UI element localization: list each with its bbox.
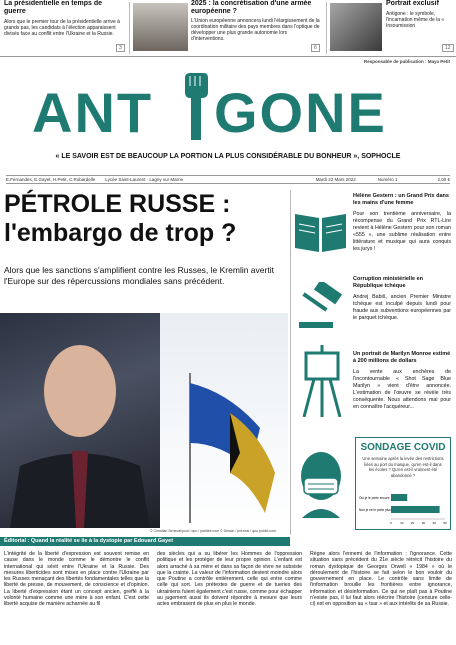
top-story-1-text: Alors que le premier tour de la présidentielle arrive à grands pas, les candidats à l'élection apparaissent divisés face au conflit entre l'Ukraine et la Russie. bbox=[4, 19, 120, 37]
masthead-left: ANT bbox=[32, 81, 154, 144]
side-article-2-title: Corruption ministérielle en République tchèque bbox=[353, 276, 423, 289]
side-article-1-title: Hélène Gestern : un Grand Prix dans les mains d'une femme bbox=[353, 193, 449, 206]
top-story-3[interactable] bbox=[386, 0, 454, 58]
survey-category-label: Non je ne le porte plus bbox=[359, 508, 391, 512]
school: Lycée Saint-Laurent · Lagny sur Marne bbox=[105, 177, 184, 182]
page-number: 6 bbox=[311, 44, 320, 52]
issue-date: Mardi 22 Mars 2022 bbox=[315, 177, 356, 182]
top-story-3-title: Portrait exclusif bbox=[386, 0, 439, 7]
parliament-photo bbox=[133, 3, 188, 51]
issue-number: Numéro 1 bbox=[377, 177, 398, 182]
side-article-2[interactable] bbox=[353, 276, 451, 322]
page-number: 12 bbox=[442, 44, 454, 52]
main-photo bbox=[0, 313, 288, 528]
masthead-title bbox=[32, 80, 432, 144]
mask-face-icon bbox=[294, 448, 349, 518]
info-bar bbox=[6, 175, 450, 184]
raised-fist-icon bbox=[182, 72, 210, 140]
survey-bar bbox=[391, 506, 440, 513]
photo-credit: © Christian Senecal/pool / quo / publiée.com © Dessin / préziosi / quo publié.com bbox=[150, 529, 276, 533]
main-lead: Alors que les sanctions s'amplifient contre les Russes, le Kremlin avertit l'Europe sur des répercussions mondiales sans précédent. bbox=[4, 265, 274, 286]
survey-tick-label: 50 bbox=[443, 521, 447, 525]
editorial-banner[interactable] bbox=[0, 537, 290, 546]
main-headline[interactable] bbox=[4, 190, 284, 248]
masthead-right: GONE bbox=[214, 81, 387, 144]
side-article-3-title: Un portrait de Marilyn Monroe estimé à 200 millions de dollars bbox=[353, 351, 451, 364]
side-article-1[interactable] bbox=[353, 193, 451, 253]
editorial-col-2: des siècles qui a su libérer les Hommes de l'oppression politique et les protéger de leur propre opinion. L'enfant est alors arraché à sa mère et dans sa façon de vivre ne subsiste que la crainte. La valeur de l'information devient moindre alors que Poutine a contrôle entièrement, celle qui entre comme celle qui sort. Les prétextes de guerre et de tueries des ukrainiens fuient également c'est russe, comme pour échapper au jugement aussi ils doivent répondre à mesure que leurs actes embrasent de plus en plus le monde. bbox=[157, 551, 302, 608]
masthead bbox=[0, 62, 456, 152]
side-article-3-text: La vente aux enchères de l'incontournable « Shot Sage Blue Marilyn » vient d'être annoncée. L'estimation de l'œuvre se révèle très conséquente. Nous attendons mai pour en connaître l'acquéreur... bbox=[353, 369, 451, 410]
covid-survey bbox=[355, 437, 451, 530]
survey-tick-label: 10 bbox=[400, 521, 404, 525]
top-story-1[interactable] bbox=[4, 0, 124, 58]
survey-category-label: Oui je le porte encore bbox=[359, 496, 390, 500]
publication-manager: Responsable de publication : Maya Petit bbox=[363, 59, 450, 64]
survey-tick-label: 0 bbox=[390, 521, 392, 525]
antigone-statue-photo bbox=[330, 3, 382, 51]
top-story-1-title: La présidentielle en temps de guerre bbox=[4, 0, 103, 15]
survey-tick-label: 40 bbox=[432, 521, 436, 525]
motto: « LE SAVOIR EST DE BEAUCOUP LA PORTION LA PLUS CONSIDÉRABLE DU BONHEUR », SOPHOCLE bbox=[55, 153, 401, 160]
side-article-2-text: Andrej Babiš, ancien Premier Ministre tchèque est inculpé depuis lundi pour fraude aux subventions européennes par le parquet tchèque. bbox=[353, 294, 451, 321]
top-story-2-text: L'Union européenne annoncera lundi l'élargissement de la coordination militaire des pays membres dans l'optique de développer une plus grande autonomie lors d'interventions. bbox=[191, 18, 320, 42]
book-icon bbox=[293, 208, 348, 253]
survey-title: SONDAGE COVID bbox=[360, 442, 446, 453]
survey-tick-label: 30 bbox=[421, 521, 426, 525]
portrait-silhouette bbox=[10, 331, 150, 528]
headline-line-1: PÉTROLE RUSSE : bbox=[4, 190, 231, 218]
editorial-label: Éditorial : Quand la réalité se lie à la dystopie par Edouard Gayet bbox=[4, 538, 174, 544]
survey-bar bbox=[391, 494, 407, 501]
gavel-icon bbox=[293, 282, 348, 330]
eu-flags bbox=[170, 373, 280, 523]
page-number: 3 bbox=[116, 44, 125, 52]
top-story-3-text: Antigone : le symbole, l'incarnation même de la « Insoumission bbox=[386, 11, 445, 29]
survey-question: Une semaine après la levée des restrictions liées au port du masque, qu'en est-il dans les écoles ? Qu'en est-il vraiment été abandonné ? bbox=[362, 456, 444, 478]
side-article-1-text: Pour son trentième anniversaire, la récompense du Grand Prix RTL-Lire revient à Hélène Gestern pour son roman «555 », une sublime réalisation entre littérature et musique qui aura conquis les jurys ! bbox=[353, 211, 451, 252]
editorial-col-1: L'intégrité de la liberté d'expression est souvent remise en cause dans le monde comme le démontre le conflit international qui sévit entre l'Ukraine et la Russie. Des mesures liberticides sont mises en place contre l'Ukraine par les Russes menaçant des libertés fondamentales telles que la liberté de presse, de mouvement, de conscience et d'opinion. La liberté d'expression étant un concept ancien, greffé à la volonté humaine comme une mère à son enfant. C'est cette liberté acquise de manière acharnée au fil bbox=[4, 551, 149, 608]
price: 2,00 € bbox=[437, 177, 450, 182]
easel-icon bbox=[300, 345, 345, 417]
side-article-3[interactable] bbox=[353, 351, 451, 411]
survey-chart bbox=[357, 491, 449, 529]
editorial-col-3: Règne alors l'ennemi de l'information : l'ignorance. Cette situation sans précédent du 21e siècle rétrécit l'histoire du roman dystopique de Georges Orwell « 1984 » où le déroulement de l'histoire se fait selon le bon vouloir du gouvernement en place. Le contrôle sans limite de l'information brouille les frontières entre ignorance, information et désinformation. Ce qui ne plaît pas à Poutine n'existe pas, il lui faut alors réécrire l'histoire (censure celle-ci) est en opposition au « tsar » et aux intérêts de sa Russie. bbox=[310, 551, 452, 608]
top-story-2-title: 2025 : la concrétisation d'une armée européenne ? bbox=[191, 0, 312, 15]
authors: E.Fernandes, E.Gayet, H.Petit, C.Robardelle bbox=[6, 177, 96, 182]
top-story-2[interactable] bbox=[191, 0, 322, 58]
headline-line-2: l'embargo de trop ? bbox=[4, 219, 237, 247]
survey-tick-label: 20 bbox=[410, 521, 415, 525]
